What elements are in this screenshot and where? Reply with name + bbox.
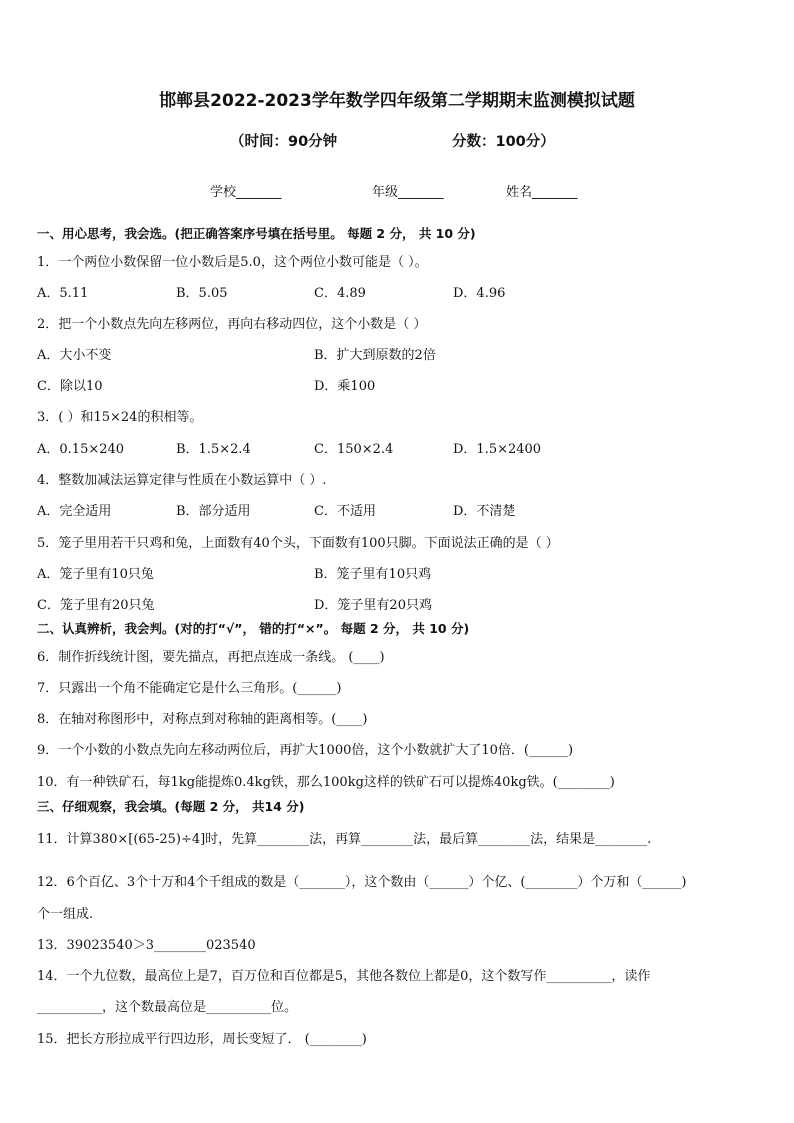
q2-option-a: A．大小不变 [37, 348, 112, 363]
question-4: 4．整数加减法运算定律与性质在小数运算中（ ）. [37, 473, 327, 488]
question-5: 5．笼子里用若干只鸡和兔，上面数有40个头，下面数有100只脚。下面说法正确的是（ ） [37, 536, 559, 551]
question-12-continued: 个一组成. [37, 907, 94, 922]
q3-option-d: D．1.5×2400 [453, 442, 542, 457]
question-10: 10．有一种铁矿石，每1kg能提炼0.4kg铁，那么100kg这样的铁矿石可以提炼40kg铁。(________) [37, 775, 615, 790]
q5-option-b: B．笼子里有10只鸡 [314, 567, 432, 582]
question-7: 7．只露出一个角不能确定它是什么三角形。(______) [37, 681, 342, 696]
question-14-continued: __________，这个数最高位是__________位。 [37, 1000, 298, 1015]
exam-time: （时间：90分钟 [230, 134, 338, 150]
q4-option-b: B．部分适用 [176, 504, 251, 519]
q3-option-c: C．150×2.4 [314, 442, 394, 457]
q1-option-d: D．4.96 [453, 286, 506, 301]
section-heading-1: 一、用心思考，我会选。(把正确答案序号填在括号里。 每题 2 分， 共 10 分) [37, 226, 476, 241]
section-heading-2: 二、认真辨析，我会判。(对的打“√”， 错的打“×”。 每题 2 分， 共 10 分) [37, 621, 470, 636]
q2-option-b: B．扩大到原数的2倍 [314, 348, 436, 363]
name-field: 姓名_______ [506, 185, 578, 200]
q3-option-a: A．0.15×240 [37, 442, 125, 457]
section-heading-3: 三、仔细观察，我会填。(每题 2 分， 共14 分) [37, 799, 305, 814]
exam-score: 分数：100分） [452, 134, 555, 150]
q5-option-a: A．笼子里有10只兔 [37, 567, 154, 582]
q1-option-b: B．5.05 [176, 286, 228, 301]
q4-option-a: A．完全适用 [37, 504, 112, 519]
q5-option-d: D．笼子里有20只鸡 [314, 598, 432, 613]
q4-option-c: C．不适用 [314, 504, 376, 519]
exam-title: 邯郸县2022-2023学年数学四年级第二学期期末监测模拟试题 [159, 91, 635, 111]
school-field: 学校_______ [210, 185, 282, 200]
question-3: 3．( ）和15×24的积相等。 [37, 410, 203, 425]
question-9: 9．一个小数的小数点先向左移动两位后，再扩大1000倍，这个小数就扩大了10倍．(______) [37, 743, 574, 758]
question-13: 13．39023540＞3________023540 [37, 938, 256, 953]
q2-option-c: C．除以10 [37, 379, 103, 394]
question-15: 15．把长方形拉成平行四边形，周长变短了． (________) [37, 1032, 367, 1047]
question-12: 12．6个百亿、3个十万和4个千组成的数是（_______），这个数由（______）个亿、(________）个万和（______) [37, 875, 687, 890]
question-1: 1．一个两位小数保留一位小数后是5.0，这个两位小数可能是（ ）。 [37, 255, 428, 270]
q5-option-c: C．笼子里有20只兔 [37, 598, 155, 613]
q1-option-a: A．5.11 [37, 286, 89, 301]
question-2: 2．把一个小数点先向左移两位，再向右移动四位，这个小数是（ ） [37, 317, 427, 332]
q1-option-c: C．4.89 [314, 286, 366, 301]
question-8: 8．在轴对称图形中，对称点到对称轴的距离相等。(____) [37, 712, 368, 727]
grade-field: 年级_______ [372, 185, 444, 200]
question-6: 6．制作折线统计图，要先描点，再把点连成一条线。 (____) [37, 650, 385, 665]
question-11: 11．计算380×[(65-25)÷4]时，先算________法，再算________法，最后算________法，结果是________. [37, 832, 652, 847]
q4-option-d: D．不清楚 [453, 504, 516, 519]
q2-option-d: D．乘100 [314, 379, 376, 394]
question-14: 14．一个九位数，最高位上是7，百万位和百位都是5，其他各数位上都是0，这个数写作__________，读作 [37, 969, 651, 984]
q3-option-b: B．1.5×2.4 [176, 442, 251, 457]
